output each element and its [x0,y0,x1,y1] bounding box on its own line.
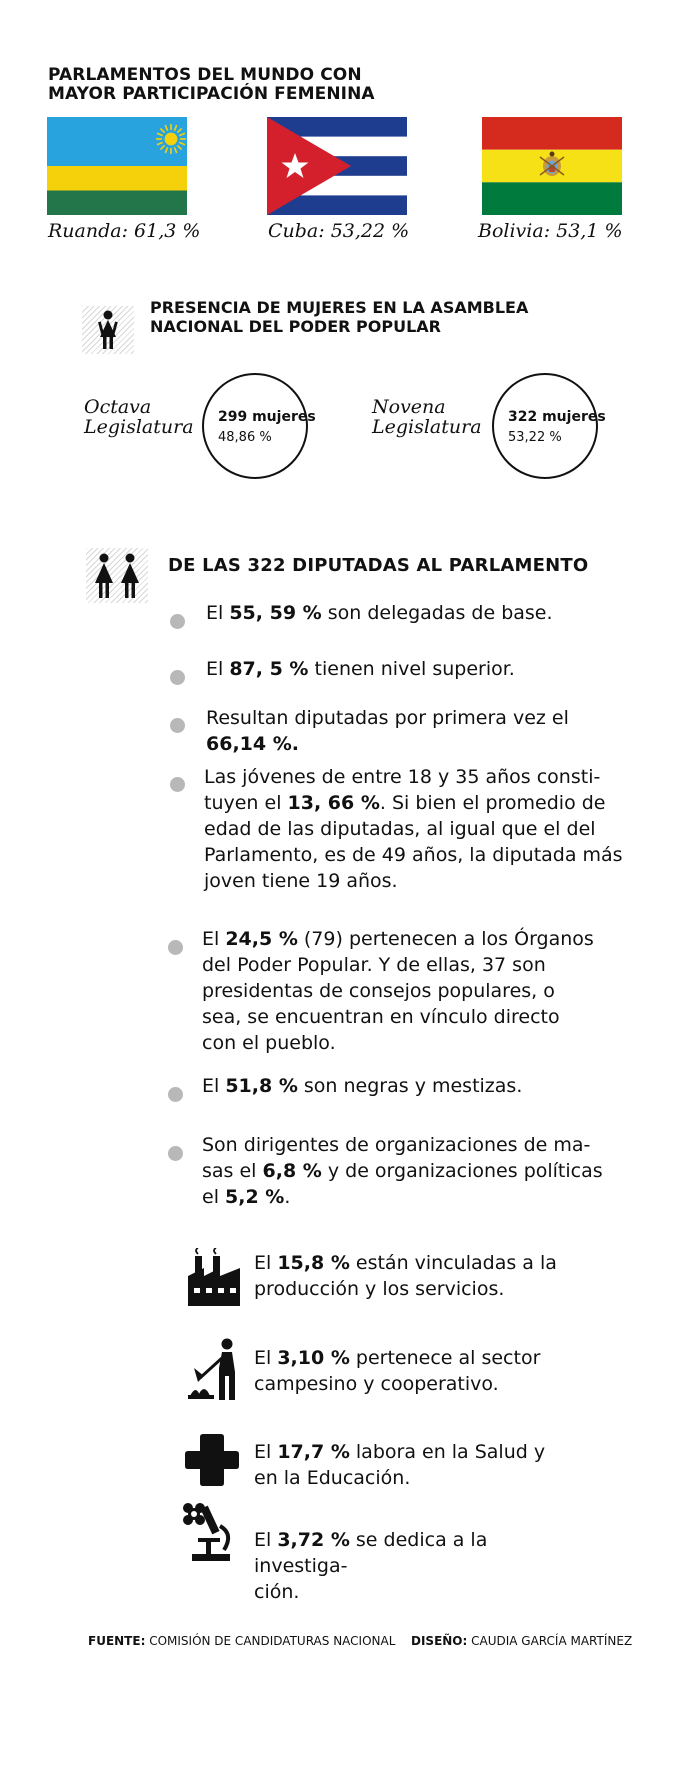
title-line: PRESENCIA DE MUJERES EN LA ASAMBLEA [150,298,529,317]
source-credit: FUENTE: COMISIÓN DE CANDIDATURAS NACIONAL [88,1634,396,1648]
list-item: Las jóvenes de entre 18 y 35 años consti- tuyen el 13, 66 %. Si bien el promedio de edad de las diputadas, al igual que el del Parlamento, es de 49 años, la diputada más joven tiene 19 años. [204,766,623,892]
bullet-icon [170,718,185,733]
bullet-icon [170,670,185,685]
design-credit: DISEÑO: CAUDIA GARCÍA MARTÍNEZ [411,1634,633,1648]
sector-text: El 3,10 % pertenece al sector campesino y cooperativo. [254,1347,541,1395]
woman-icon [96,310,120,350]
rwanda-flag [47,117,187,215]
section-title-deputies: DE LAS 322 DIPUTADAS AL PARLAMENTO [168,555,589,576]
legislature-circle [492,373,606,479]
factory-icon [186,1248,242,1306]
bullet-icon [168,940,183,955]
section-title-assembly [150,298,570,336]
cuba-label: Cuba: 53,22 % [268,220,410,242]
bolivia-flag [482,117,622,215]
sector-text: El 3,72 % se dedica a la investiga- ción. [254,1529,488,1603]
cuba-flag [267,117,407,215]
women-count: 299 mujeres [218,409,316,425]
list-item: Resultan diputadas por primera vez el 66,14 %. [206,707,569,755]
title-line: PARLAMENTOS DEL MUNDO CON [48,65,362,85]
woman-icon-box [82,306,134,354]
health-cross-icon [184,1432,240,1488]
title-line: NACIONAL DEL PODER POPULAR [150,317,441,336]
sun-icon [156,124,186,154]
list-item: El 24,5 % (79) pertenecen a los Órganos del Poder Popular. Y de ellas, 37 son presidentas de consejos populares, o sea, se encuentran en vínculo directo con el pueblo. [202,928,594,1054]
legislature-label [84,397,194,437]
list-item: El 55, 59 % son delegadas de base. [206,602,553,624]
title-line: MAYOR PARTICIPACIÓN FEMENINA [48,84,375,104]
legislature-label-line: Octava [84,396,152,418]
legislature-label [372,397,482,437]
bullet-icon [168,1087,183,1102]
legislature-circle [202,373,316,479]
bolivia-label: Bolivia: 53,1 % [478,220,623,242]
women-percent: 53,22 % [508,430,562,445]
list-item: El 87, 5 % tienen nivel superior. [206,658,515,680]
legislature-label-line: Legislatura [84,416,194,438]
list-item: Son dirigentes de organizaciones de ma- sas el 6,8 % y de organizaciones políticas el 5,2 %. [202,1134,603,1208]
bullet-icon [170,777,185,792]
legislature-label-line: Novena [372,396,446,418]
microscope-icon [180,1500,238,1562]
sector-text: El 17,7 % labora en la Salud y en la Educación. [254,1441,546,1489]
women-percent: 48,86 % [218,430,272,445]
bullet-icon [170,614,185,629]
legislature-label-line: Legislatura [372,416,482,438]
section-title-world-parliaments [48,66,428,104]
two-women-icon [91,553,143,599]
two-women-icon-box [86,548,148,603]
sector-text: El 15,8 % están vinculadas a la producción y los servicios. [254,1252,557,1300]
women-count: 322 mujeres [508,409,606,425]
bullet-icon [168,1146,183,1161]
rwanda-label: Ruanda: 61,3 % [48,220,201,242]
farmer-icon [186,1338,242,1400]
list-item: El 51,8 % son negras y mestizas. [202,1075,523,1097]
